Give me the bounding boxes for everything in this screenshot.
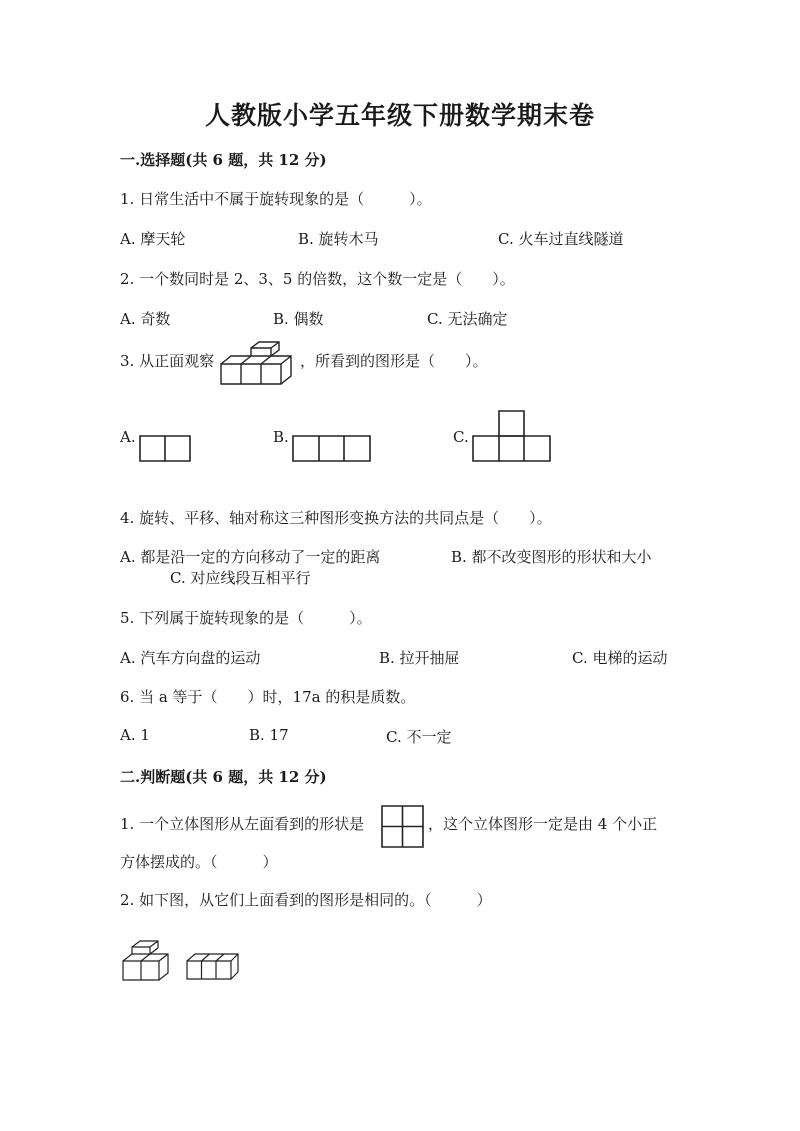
judgement-1-text-line2: 方体摆成的。（ ） — [120, 853, 278, 871]
question-6-text: 6. 当 a 等于（ ）时，17a 的积是质数。 — [120, 688, 416, 706]
judgement-2-solid-right — [186, 952, 240, 982]
q5-option-b: B. 拉开抽屉 — [379, 649, 460, 667]
q4-option-c: C. 对应线段互相平行 — [170, 569, 311, 587]
q6-option-c: C. 不一定 — [386, 728, 452, 746]
judgement-1-grid-figure — [381, 805, 425, 849]
q3-option-b-figure — [292, 435, 372, 463]
q6-option-a: A. 1 — [120, 726, 150, 744]
q1-option-a: A. 摩天轮 — [120, 230, 186, 248]
q6-option-b: B. 17 — [249, 726, 289, 744]
q2-option-c: C. 无法确定 — [427, 310, 508, 328]
q3-option-b: B. — [273, 428, 289, 446]
section-heading-choice: 一.选择题(共 6 题，共 12 分) — [120, 151, 327, 169]
question-4-text: 4. 旋转、平移、轴对称这三种图形变换方法的共同点是（ ）。 — [120, 509, 552, 527]
q3-option-a-figure — [139, 435, 193, 463]
q3-option-a: A. — [120, 428, 136, 446]
q2-option-a: A. 奇数 — [120, 310, 171, 328]
q2-option-b: B. 偶数 — [273, 310, 324, 328]
q3-option-c-figure — [472, 409, 554, 463]
question-3-text-before: 3. 从正面观察 — [120, 352, 215, 370]
q4-option-b: B. 都不改变图形的形状和大小 — [451, 548, 652, 566]
section-heading-judgement: 二.判断题(共 6 题，共 12 分) — [120, 768, 327, 786]
q3-cube-figure — [219, 346, 295, 386]
judgement-1-text-before: 1. 一个立体图形从左面看到的形状是 — [120, 815, 365, 833]
page-title: 人教版小学五年级下册数学期末卷 — [204, 101, 595, 130]
judgement-2-solid-left — [122, 943, 172, 983]
q5-option-c: C. 电梯的运动 — [572, 649, 668, 667]
q3-option-c: C. — [453, 428, 469, 446]
question-5-text: 5. 下列属于旋转现象的是（ ）。 — [120, 609, 372, 627]
q5-option-a: A. 汽车方向盘的运动 — [120, 649, 261, 667]
question-3-text-after: ，所看到的图形是（ ）。 — [300, 352, 488, 370]
question-1-text: 1. 日常生活中不属于旋转现象的是（ ）。 — [120, 190, 432, 208]
judgement-2-text: 2. 如下图，从它们上面看到的图形是相同的。（ ） — [120, 891, 492, 909]
q1-option-b: B. 旋转木马 — [298, 230, 379, 248]
judgement-1-text-after: ，这个立体图形一定是由 4 个小正 — [428, 815, 658, 833]
q1-option-c: C. 火车过直线隧道 — [498, 230, 624, 248]
question-2-text: 2. 一个数同时是 2、3、5 的倍数，这个数一定是（ ）。 — [120, 270, 515, 288]
q4-option-a: A. 都是沿一定的方向移动了一定的距离 — [120, 548, 381, 566]
